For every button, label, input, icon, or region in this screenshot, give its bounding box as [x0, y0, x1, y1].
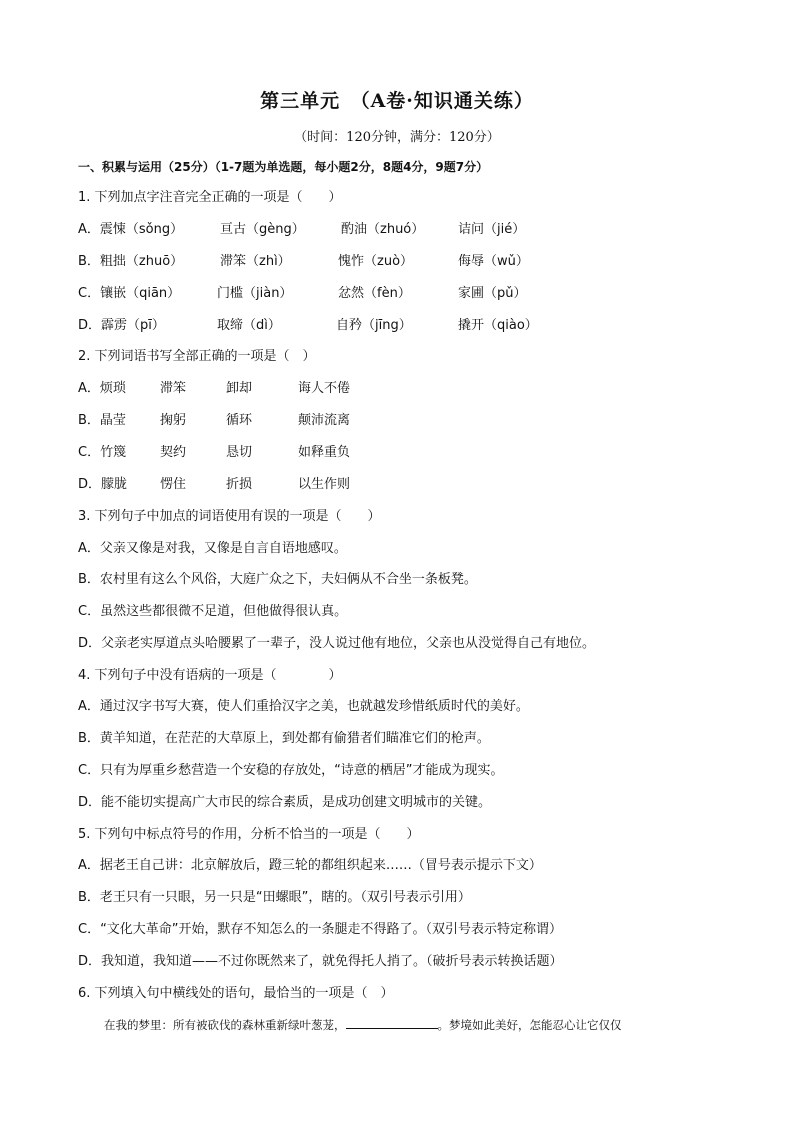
q3-option-c: C．虽然这些都很微不足道，但他做得很认真。	[78, 604, 348, 619]
q2-option-a-3: 卸却	[226, 381, 253, 396]
q2-option-b-4: 颠沛流离	[298, 413, 351, 428]
q6-sentence-end: 。梦境如此美好，怎能忍心让它仅仅	[437, 1018, 622, 1032]
q2-option-d-4: 以生作则	[298, 477, 351, 492]
page-title: 第三单元 （A卷·知识通关练）	[260, 90, 534, 112]
q6-sentence	[104, 1016, 622, 1034]
q5-option-b: B．老王只有一只眼，另一只是“田螺眼”，瞎的。（双引号表示引用）	[78, 890, 471, 905]
q1-option-a-3: 酌油（zhuó）	[341, 222, 425, 237]
q3-option-a: A．父亲又像是对我，又像是自言自语地感叹。	[78, 541, 347, 556]
q5-option-d: D．我知道，我知道——不过你既然来了，就免得托人捎了。（破折号表示转换话题）	[78, 954, 563, 969]
q2-option-c-1: C．竹篾	[78, 445, 127, 460]
q2-option-b-1: B．晶莹	[78, 413, 126, 428]
q5-option-c: C．“文化大革命”开始，默存不知怎么的一条腿走不得路了。（双引号表示特定称谓）	[78, 922, 563, 937]
q2-option-a-2: 滞笨	[160, 381, 187, 396]
q4-option-a: A．通过汉字书写大赛，使人们重拾汉字之美，也就越发珍惜纸质时代的美好。	[78, 699, 529, 714]
q4-option-b: B．黄羊知道，在茫茫的大草原上，到处都有偷猎者们瞄准它们的枪声。	[78, 731, 490, 746]
q1-option-d-3: 自矜（jīng）	[336, 318, 412, 333]
q2-option-b-2: 掬躬	[160, 413, 187, 428]
q1-option-a-2: 亘古（gèng）	[220, 222, 305, 237]
q2-option-a-4: 诲人不倦	[298, 381, 351, 396]
q1-option-b-1: B．粗拙（zhuō）	[78, 254, 184, 269]
question-4-stem: 4. 下列句子中没有语病的一项是（ ）	[78, 668, 342, 683]
q1-option-b-2: 滞笨（zhì）	[220, 254, 291, 269]
section-header: 一、积累与运用（25分）（1-7题为单选题，每小题2分，8题4分，9题7分）	[78, 160, 489, 174]
q3-option-b: B．农村里有这么个风俗，大庭广众之下，夫妇俩从不合坐一条板凳。	[78, 572, 477, 587]
question-3-stem: 3. 下列句子中加点的词语使用有误的一项是（ ）	[78, 509, 381, 524]
question-1-stem: 1. 下列加点字注音完全正确的一项是（ ）	[78, 190, 342, 205]
q1-option-b-3: 愧怍（zuò）	[338, 254, 414, 269]
question-6-stem: 6. 下列填入句中横线处的语句，最恰当的一项是（ ）	[78, 986, 394, 1001]
q1-option-d-1: D．霹雳（pī）	[78, 318, 165, 333]
q4-option-c: C．只有为厚重乡愁营造一个安稳的存放处，“诗意的栖居”才能成为现实。	[78, 763, 504, 778]
q1-option-c-4: 家圃（pǔ）	[458, 286, 527, 301]
q1-option-d-4: 撬开（qiào）	[458, 318, 538, 333]
exam-time-score: （时间：120分钟，满分：120分）	[294, 130, 500, 145]
q5-option-a: A．据老王自己讲：北京解放后，蹬三轮的都组织起来……（冒号表示提示下文）	[78, 858, 542, 873]
q2-option-b-3: 循环	[226, 413, 253, 428]
q3-option-d: D．父亲老实厚道点头哈腰累了一辈子，没人说过他有地位，父亲也从没觉得自己有地位。	[78, 636, 596, 651]
q4-option-d: D．能不能切实提高广大市民的综合素质，是成功创建文明城市的关键。	[78, 795, 492, 810]
q1-option-b-4: 侮辱（wǔ）	[458, 254, 529, 269]
q1-option-c-2: 门槛（jiàn）	[217, 286, 293, 301]
q2-option-d-2: 愣住	[160, 477, 187, 492]
q1-option-c-1: C．镶嵌（qiān）	[78, 286, 181, 301]
q2-option-d-1: D．朦胧	[78, 477, 128, 492]
q2-option-c-4: 如释重负	[298, 445, 351, 460]
q6-sentence-start: 在我的梦里：所有被砍伐的森林重新绿叶葱茏，	[104, 1018, 346, 1032]
question-5-stem: 5. 下列句中标点符号的作用，分析不恰当的一项是（ ）	[78, 827, 420, 842]
q2-option-d-3: 折损	[226, 477, 253, 492]
q1-option-d-2: 取缔（dì）	[217, 318, 281, 333]
q1-option-a-1: A．震悚（sǒng）	[78, 222, 184, 237]
q6-answer-blank[interactable]	[346, 1016, 438, 1029]
q2-option-a-1: A．烦琐	[78, 381, 126, 396]
q1-option-a-4: 诘问（jié）	[458, 222, 526, 237]
q2-option-c-2: 契约	[160, 445, 187, 460]
q2-option-c-3: 恳切	[226, 445, 253, 460]
question-2-stem: 2. 下列词语书写全部正确的一项是（ ）	[78, 349, 316, 364]
q1-option-c-3: 忿然（fèn）	[338, 286, 411, 301]
